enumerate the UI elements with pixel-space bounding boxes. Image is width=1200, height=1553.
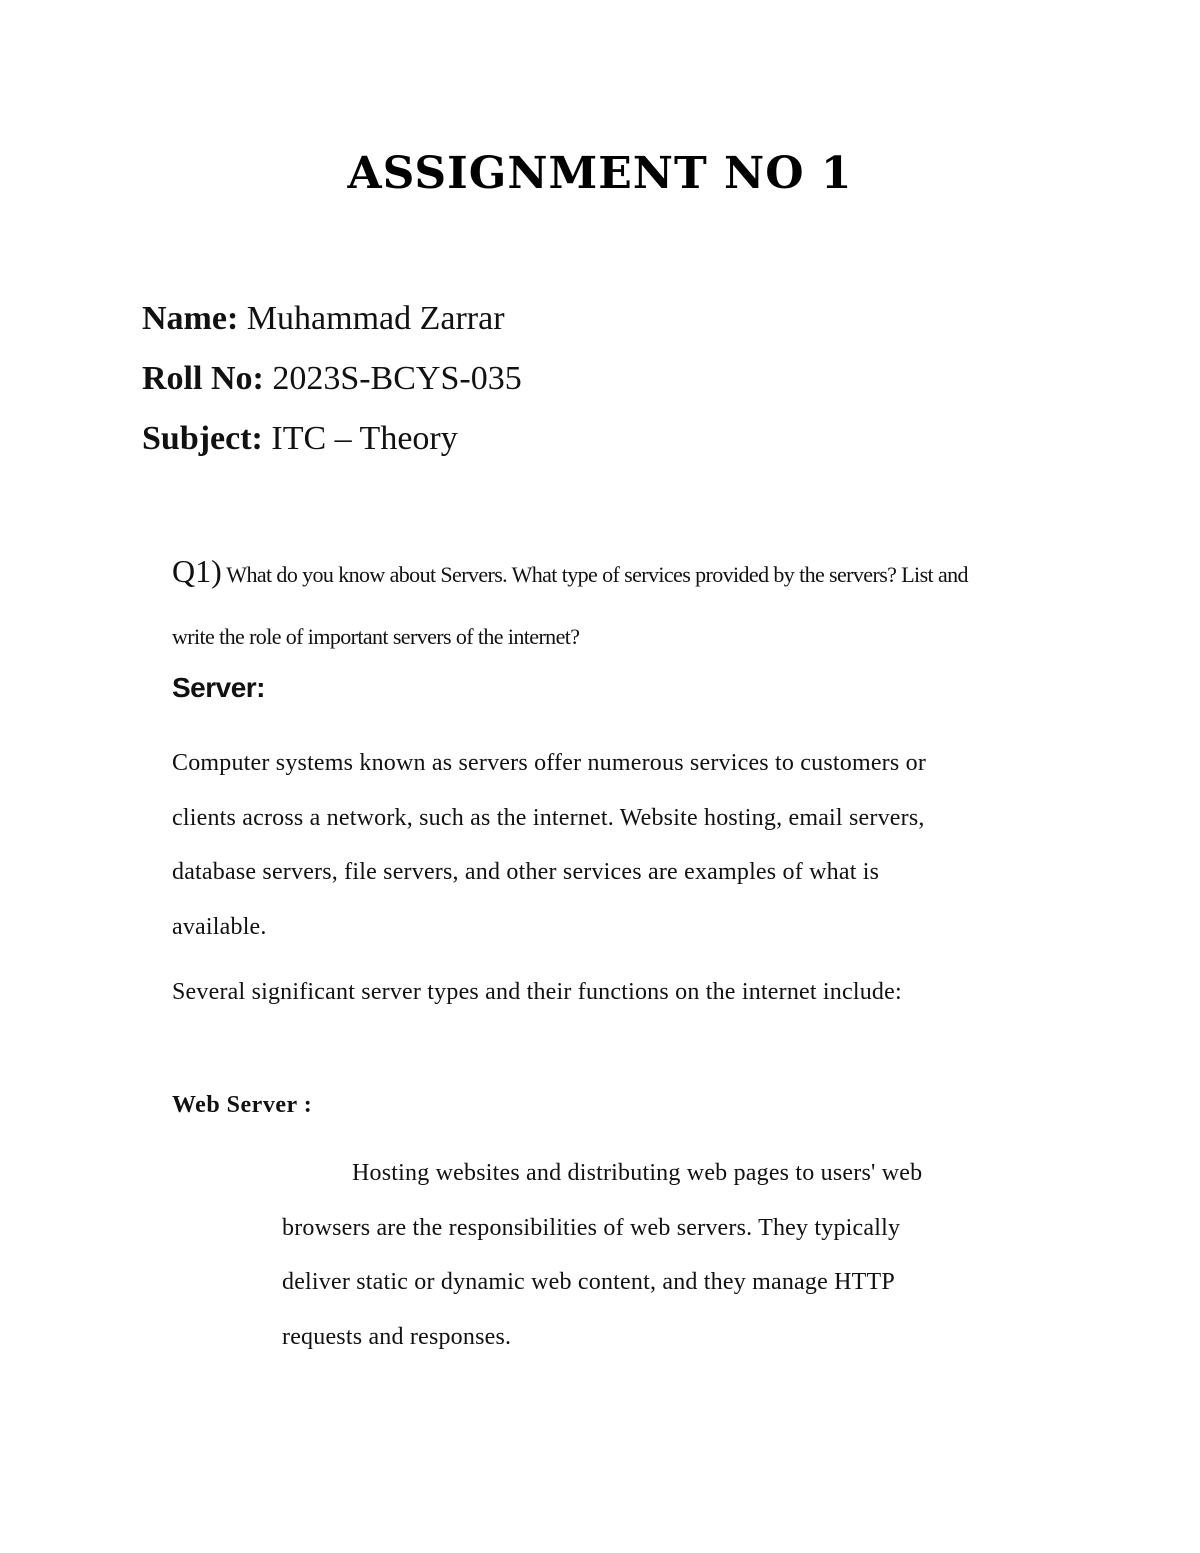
assignment-title: ASSIGNMENT NO 1 bbox=[347, 148, 853, 199]
question-text: What do you know about Servers. What type of services provided by the servers? List and write the role of important servers of the internet? bbox=[172, 562, 968, 649]
question-number: Q1) bbox=[172, 553, 222, 589]
roll-label: Roll No: bbox=[142, 360, 264, 397]
web-server-paragraph: Hosting websites and distributing web pages to users' web browsers are the responsibilities of web servers. They typically deliver static or dynamic web content, and they manage HTTP requests and responses. bbox=[282, 1160, 923, 1350]
subject-line bbox=[142, 420, 458, 458]
server-types-intro-paragraph: Several significant server types and their functions on the internet include: bbox=[172, 979, 902, 1005]
question-1 bbox=[172, 540, 972, 668]
roll-value: 2023S-BCYS-035 bbox=[272, 360, 522, 397]
subject-label: Subject: bbox=[142, 420, 263, 457]
name-value: Muhammad Zarrar bbox=[246, 300, 505, 337]
student-name-line bbox=[142, 300, 505, 338]
subject-value: ITC – Theory bbox=[271, 420, 458, 457]
name-label: Name: bbox=[142, 300, 239, 337]
roll-number-line bbox=[142, 360, 522, 398]
server-heading: Server: bbox=[172, 672, 266, 703]
server-definition-paragraph: Computer systems known as servers offer numerous services to customers or clients across a network, such as the internet. Website hosting, email servers, database servers, file servers, and other services are examples of what is available. bbox=[172, 750, 927, 940]
web-server-heading: Web Server : bbox=[172, 1092, 313, 1118]
